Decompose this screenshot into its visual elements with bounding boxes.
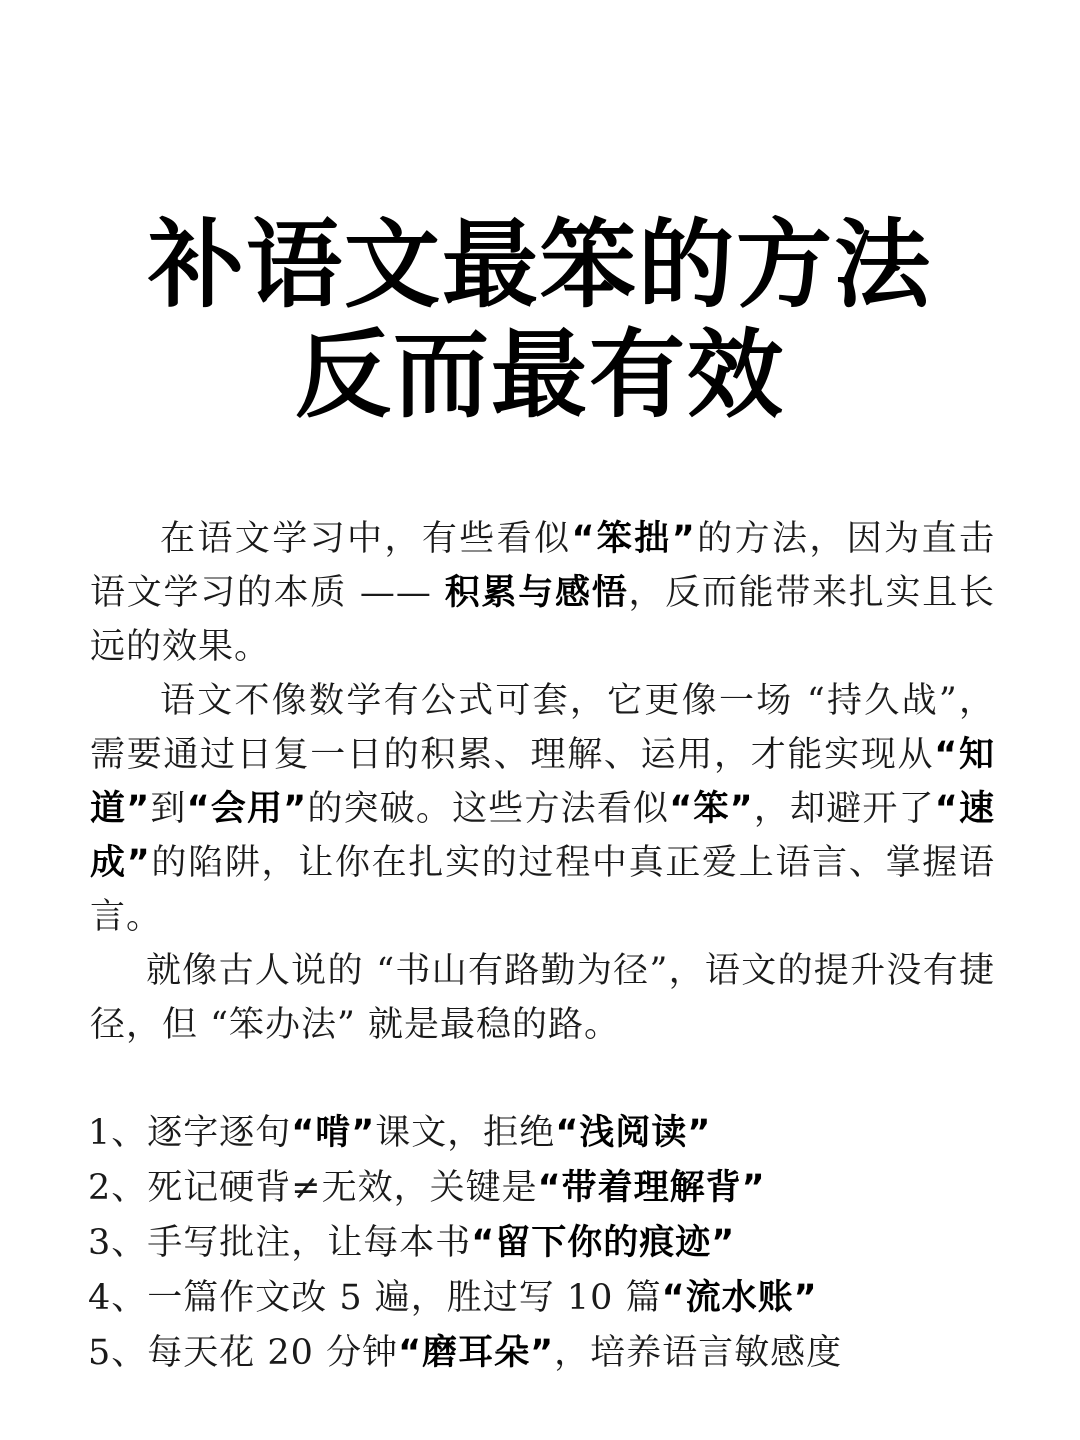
text-segment: 3、手写批注，让每本书	[88, 1223, 472, 1263]
bold-phrase: 积累与感悟	[444, 573, 629, 613]
title-line-2: 反而最有效	[295, 319, 785, 431]
bold-phrase: “浅阅读”	[555, 1113, 712, 1153]
text-segment: 4、一篇作文改 5 遍，胜过写 10 篇	[88, 1278, 662, 1318]
text-segment: ，培养语言敏感度	[554, 1333, 843, 1373]
title-line-1: 补语文最笨的方法	[148, 209, 932, 321]
text-segment: 5、每天花 20 分钟	[88, 1333, 399, 1373]
bold-phrase: “留下你的痕迹”	[471, 1223, 736, 1263]
text-segment: 课文，拒绝	[375, 1113, 556, 1153]
bold-phrase: “笨”	[669, 789, 754, 829]
bold-phrase: “带着理解背”	[537, 1168, 766, 1208]
text-segment: 到	[150, 789, 187, 829]
page-title	[0, 210, 1080, 430]
list-item	[88, 1326, 1008, 1381]
bold-phrase: “流水账”	[661, 1278, 818, 1318]
text-segment: ，却避开了	[753, 789, 935, 829]
bold-phrase: “磨耳朵”	[398, 1333, 555, 1373]
list-item	[88, 1216, 1008, 1271]
intro-text	[90, 512, 995, 1052]
text-segment: 的突破。这些方法看似	[307, 789, 670, 829]
text-segment: 2、死记硬背≠无效，关键是	[88, 1168, 538, 1208]
list-item	[88, 1106, 1008, 1161]
method-list	[88, 1106, 1008, 1381]
text-segment: ，反而能带来扎实且长远的效果。	[90, 573, 995, 667]
text-segment: 语文不像数学有公式可套，它更像一场 “持久战”，需要通过日复一日的积累、理解、运用，才能实现从	[90, 681, 995, 775]
bold-phrase: “速成”	[90, 789, 995, 883]
paragraph	[90, 512, 995, 674]
paragraph	[90, 674, 995, 944]
text-segment: 在语文学习中，有些看似	[160, 519, 572, 559]
bold-phrase: “啃”	[291, 1113, 376, 1153]
list-item	[88, 1271, 1008, 1326]
paragraph	[90, 944, 995, 1052]
text-segment: 1、逐字逐句	[88, 1113, 292, 1153]
text-segment: 的陷阱，让你在扎实的过程中真正爱上语言、掌握语言。	[90, 843, 995, 937]
bold-phrase: “会用”	[186, 789, 308, 829]
bold-phrase: “笨拙”	[571, 519, 696, 559]
text-segment: 的方法，因为直击语文学习的本质 ——	[90, 519, 995, 613]
text-segment: 就像古人说的 “书山有路勤为径”，语文的提升没有捷径，但 “笨办法” 就是最稳的路。	[90, 951, 995, 1045]
bold-phrase: “知道”	[90, 735, 995, 829]
list-item	[88, 1161, 1008, 1216]
